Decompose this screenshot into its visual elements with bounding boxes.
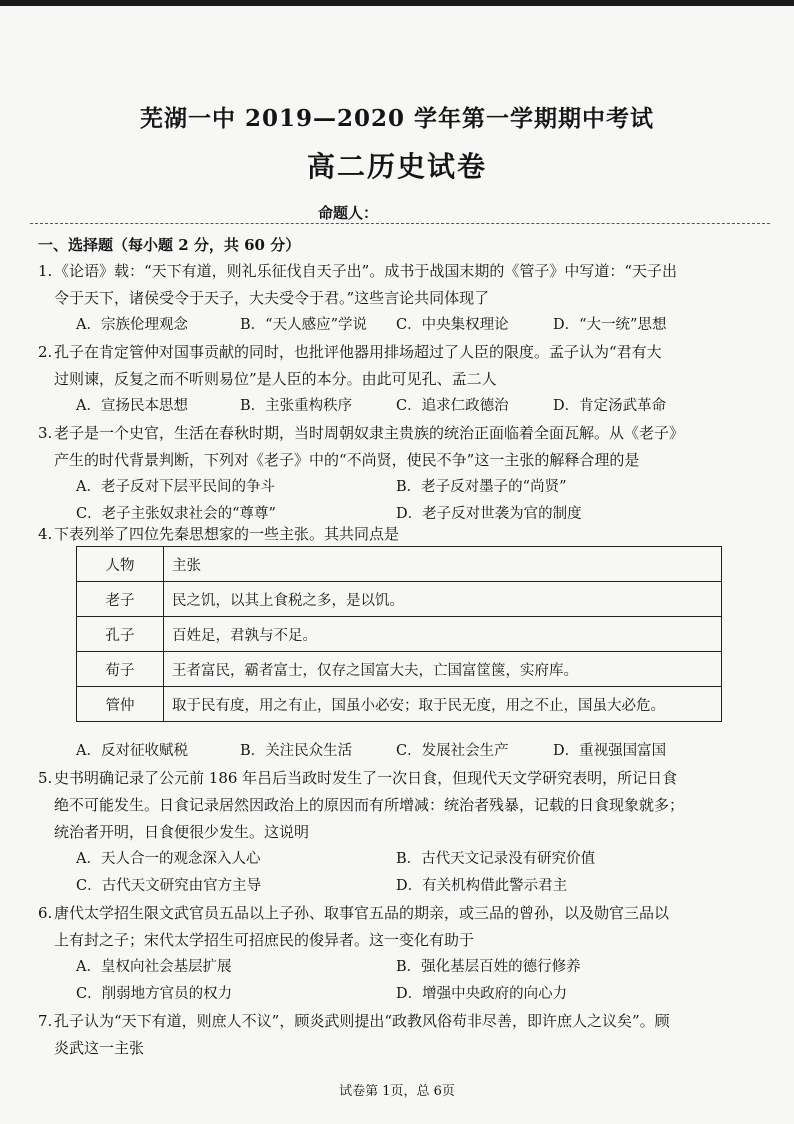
table-row — [77, 652, 722, 687]
table-header-cell: 人物 — [77, 547, 164, 582]
table-cell: 取于民有度，用之有止，国虽小必安；取于民无度，用之不止，国虽大必危。 — [164, 687, 722, 722]
table-cell: 管仲 — [77, 687, 164, 722]
author-label: 命题人： — [318, 204, 379, 222]
table-row — [77, 582, 722, 617]
exam-subtitle: 高二历史试卷 — [306, 150, 487, 183]
table-header-row — [77, 547, 722, 582]
exam-title: 芜湖一中 2019—2020 学年第一学期期中考试 — [139, 105, 655, 132]
option-a: A．反对征收赋税 — [76, 743, 188, 759]
option-b: B．“天人感应”学说 — [240, 317, 367, 333]
question-text: 孔子在肯定管仲对国事贡献的同时，也批评他器用排场超过了人臣的限度。孟子认为“君有大 — [54, 343, 662, 361]
scan-top-border — [0, 0, 794, 6]
option-a: A．老子反对下层平民间的争斗 — [76, 479, 275, 495]
option-a: A．皇权向社会基层扩展 — [76, 959, 232, 975]
option-d: D．“大一统”思想 — [553, 317, 667, 333]
divider — [30, 223, 770, 224]
question-text: 史书明确记录了公元前 186 年吕后当政时发生了一次日食，但现代天文学研究表明，所记日食 — [54, 769, 678, 787]
question-text: 孔子认为“天下有道，则庶人不议”，顾炎武则提出“政教风俗苟非尽善，即许庶人之议矣”。顾 — [54, 1012, 670, 1030]
question-number: 7. — [38, 1012, 53, 1030]
option-b: B．关注民众生活 — [240, 743, 353, 759]
option-c: C．古代天文研究由官方主导 — [76, 878, 262, 894]
option-b: B．老子反对墨子的“尚贤” — [396, 479, 567, 495]
thinkers-table — [76, 546, 722, 722]
table-row — [77, 687, 722, 722]
table-row — [77, 617, 722, 652]
option-a: A．宣扬民本思想 — [76, 398, 188, 414]
question-number: 2. — [38, 343, 53, 361]
question-number: 4. — [38, 525, 53, 543]
option-d: D．有关机构借此警示君主 — [396, 878, 568, 894]
question-text: 令于天下，诸侯受令于天子，大夫受令于君。”这些言论共同体现了 — [54, 289, 490, 307]
question-number: 3. — [38, 424, 53, 442]
table-cell: 老子 — [77, 582, 164, 617]
question-number: 5. — [38, 769, 53, 787]
option-c: C．中央集权理论 — [396, 317, 509, 333]
option-c: C．削弱地方官员的权力 — [76, 986, 233, 1002]
section-heading: 一、选择题（每小题 2 分，共 60 分） — [38, 236, 301, 254]
question-text: 老子是一个史官，生活在春秋时期，当时周朝奴隶主贵族的统治正面临着全面瓦解。从《老子》 — [54, 424, 685, 442]
question-text: 统治者开明，日食便很少发生。这说明 — [54, 823, 310, 841]
option-d: D．肯定汤武革命 — [553, 398, 667, 414]
question-text: 过则谏，反复之而不听则易位”是人臣的本分。由此可见孔、孟二人 — [54, 370, 497, 388]
table-cell: 百姓足，君孰与不足。 — [164, 617, 722, 652]
question-number: 6. — [38, 904, 53, 922]
option-b: B．主张重构秩序 — [240, 398, 353, 414]
option-d: D．增强中央政府的向心力 — [396, 986, 568, 1002]
question-text: 上有封之子；宋代太学招生可招庶民的俊异者。这一变化有助于 — [54, 931, 475, 949]
question-text: 炎武这一主张 — [54, 1039, 145, 1057]
table-cell: 荀子 — [77, 652, 164, 687]
option-c: C．发展社会生产 — [396, 743, 509, 759]
table-cell: 王者富民，霸者富士，仅存之国富大夫，亡国富筐箧，实府库。 — [164, 652, 722, 687]
table-cell: 孔子 — [77, 617, 164, 652]
option-d: D．老子反对世袭为官的制度 — [396, 506, 582, 522]
question-text: 唐代太学招生限文武官员五品以上子孙、取事官五品的期亲，或三品的曾孙，以及勋官三品以 — [54, 904, 670, 922]
question-text: 《论语》载：“天下有道，则礼乐征伐自天子出”。成书于战国末期的《管子》中写道：“天子出 — [54, 262, 678, 280]
option-b: B．强化基层百姓的德行修养 — [396, 959, 581, 975]
question-text: 下表列举了四位先秦思想家的一些主张。其共同点是 — [54, 525, 400, 543]
question-text: 产生的时代背景判断，下列对《老子》中的“不尚贤，使民不争”这一主张的解释合理的是 — [54, 451, 640, 469]
table-header-cell: 主张 — [164, 547, 722, 582]
option-b: B．古代天文记录没有研究价值 — [396, 851, 596, 867]
option-a: A．天人合一的观念深入人心 — [76, 851, 261, 867]
option-c: C．老子主张奴隶社会的“尊尊” — [76, 506, 276, 522]
option-d: D．重视强国富国 — [553, 743, 667, 759]
page-footer: 试卷第 1页，总 6页 — [339, 1084, 455, 1099]
question-text: 绝不可能发生。日食记录居然因政治上的原因而有所增减：统治者残暴，记载的日食现象就多； — [54, 796, 685, 814]
table-cell: 民之饥，以其上食税之多，是以饥。 — [164, 582, 722, 617]
option-a: A．宗族伦理观念 — [76, 317, 188, 333]
option-c: C．追求仁政德治 — [396, 398, 509, 414]
question-number: 1. — [38, 262, 53, 280]
